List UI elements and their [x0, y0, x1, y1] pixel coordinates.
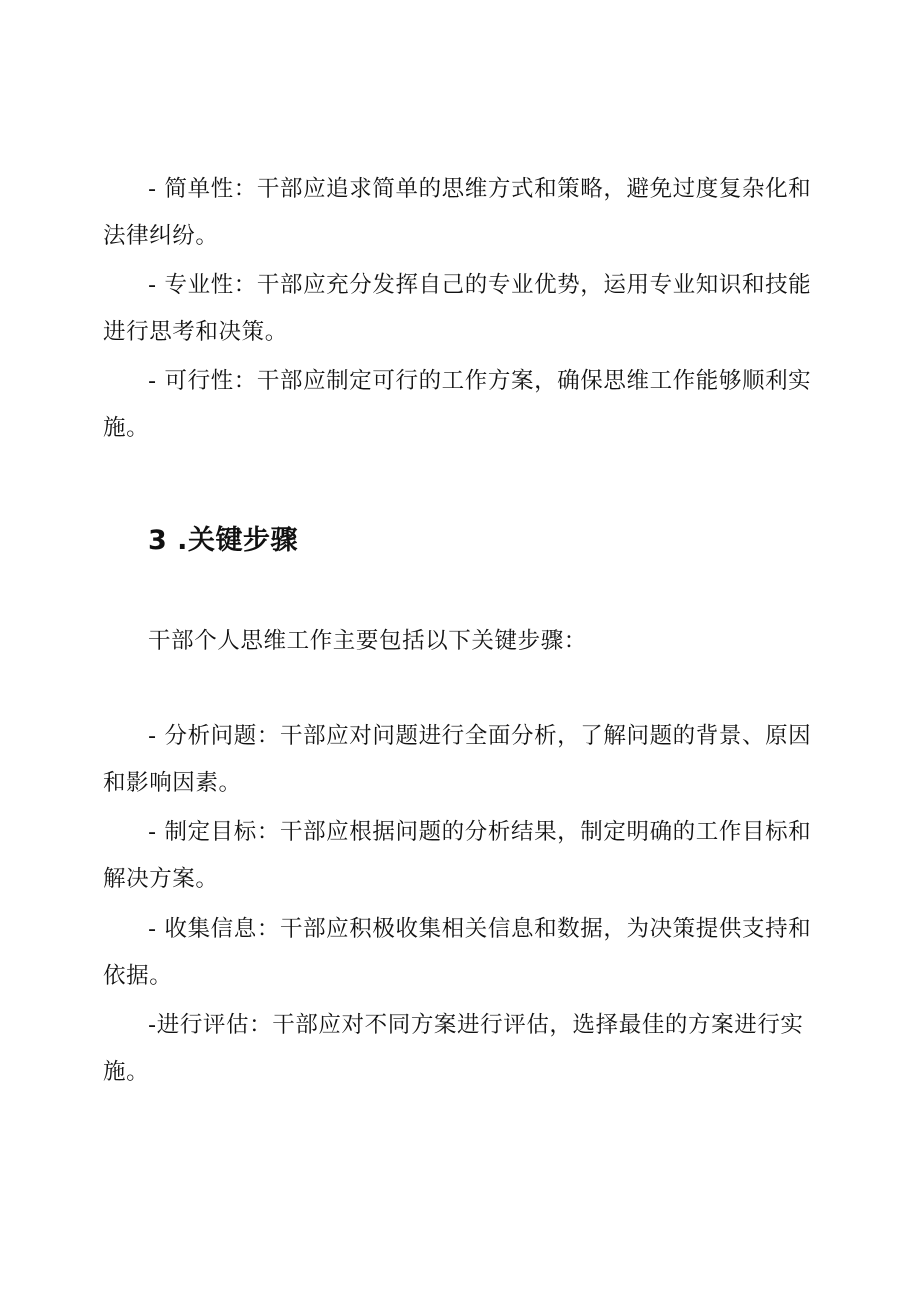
list-item-feasibility: - 可行性：干部应制定可行的工作方案，确保思维工作能够顺利实施。 — [103, 368, 812, 441]
list-item-analyze-problem: - 分析问题：干部应对问题进行全面分析，了解问题的背景、原因和影响因素。 — [103, 723, 812, 796]
section-heading: 3 .关键步骤 — [148, 525, 298, 556]
intro-paragraph: 干部个人思维工作主要包括以下关键步骤： — [148, 628, 587, 654]
list-item-simplicity: - 简单性：干部应追求简单的思维方式和策略，避免过度复杂化和法律纠纷。 — [103, 176, 812, 249]
list-item-set-goals: - 制定目标：干部应根据问题的分析结果，制定明确的工作目标和解决方案。 — [103, 819, 812, 892]
list-item-collect-info: - 收集信息：干部应积极收集相关信息和数据，为决策提供支持和依据。 — [103, 916, 812, 989]
list-item-professionalism: - 专业性：干部应充分发挥自己的专业优势，运用专业知识和技能进行思考和决策。 — [103, 272, 812, 345]
list-item-evaluate: -进行评估：干部应对不同方案进行评估，选择最佳的方案进行实施。 — [103, 1012, 804, 1085]
